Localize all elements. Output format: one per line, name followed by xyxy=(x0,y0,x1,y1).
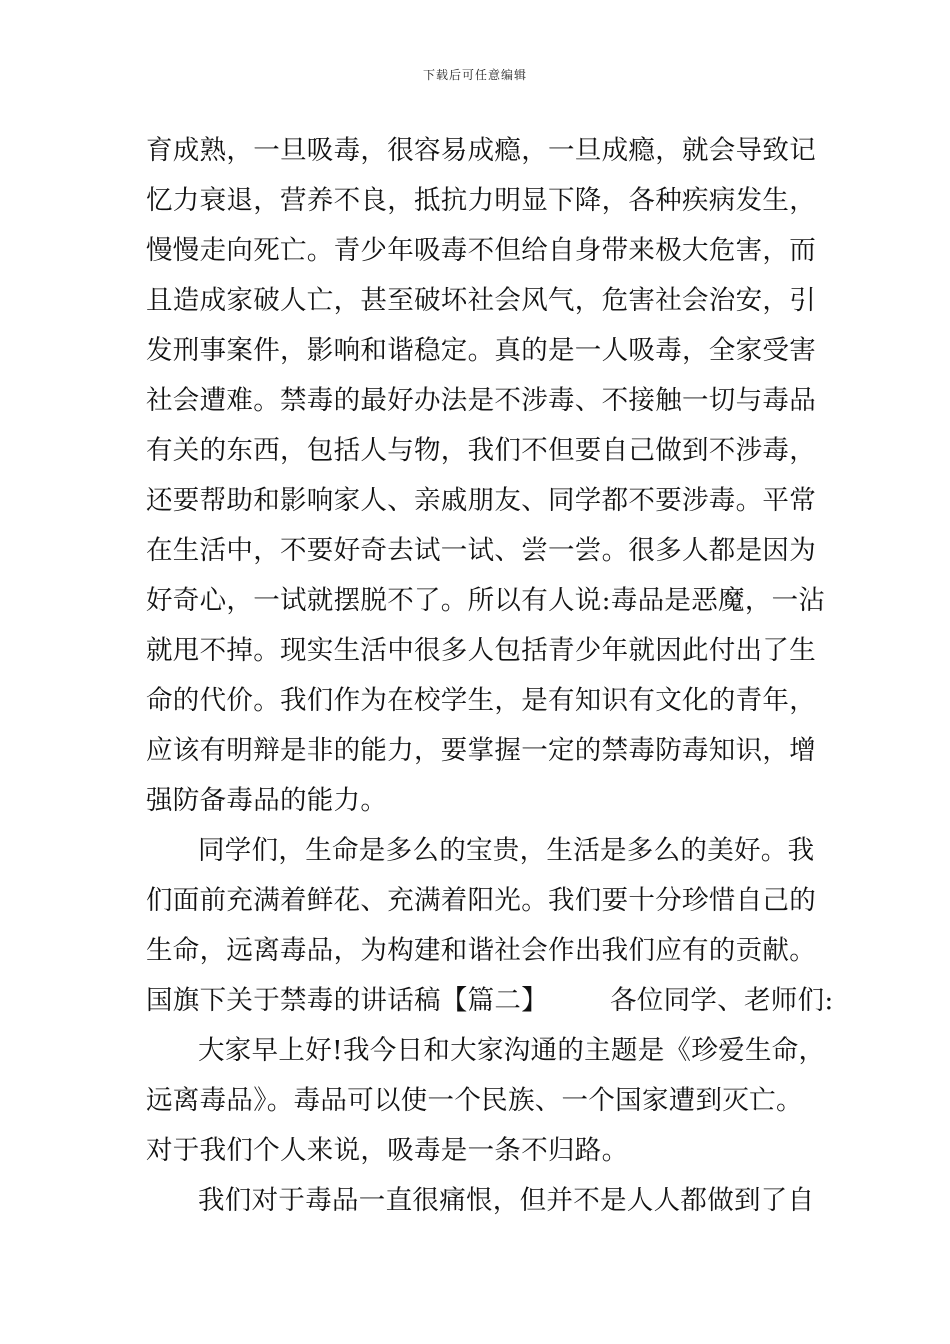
text-line: 们面前充满着鲜花、充满着阳光。我们要十分珍惜自己的 xyxy=(146,885,816,916)
page-header: 下载后可任意编辑 xyxy=(422,68,527,82)
text-line: 社会遭难。禁毒的最好办法是不涉毒、不接触一切与毒品 xyxy=(146,385,816,416)
text-line: 远离毒品》。毒品可以使一个民族、一个国家遭到灭亡。 xyxy=(146,1085,803,1116)
paragraph-start-line: 我们对于毒品一直很痛恨，但并不是人人都做到了自 xyxy=(198,1185,815,1216)
text-line: 还要帮助和影响家人、亲戚朋友、同学都不要涉毒。平常 xyxy=(146,485,816,516)
text-line: 对于我们个人来说，吸毒是一条不归路。 xyxy=(146,1135,629,1166)
paragraph-start-line: 大家早上好!我今日和大家沟通的主题是《珍爱生命， xyxy=(198,1035,826,1066)
greeting-text: 各位同学、老师们: xyxy=(610,985,834,1016)
text-line: 好奇心，一试就摆脱不了。所以有人说:毒品是恶魔，一沾 xyxy=(146,585,826,616)
text-line: 命的代价。我们作为在校学生，是有知识有文化的青年， xyxy=(146,685,816,716)
text-line: 有关的东西，包括人与物，我们不但要自己做到不涉毒， xyxy=(146,435,816,466)
text-line: 育成熟，一旦吸毒，很容易成瘾，一旦成瘾，就会导致记 xyxy=(146,135,816,166)
paragraph-start-line: 同学们，生命是多么的宝贵，生活是多么的美好。我 xyxy=(198,835,815,866)
text-line: 就甩不掉。现实生活中很多人包括青少年就因此付出了生 xyxy=(146,635,816,666)
text-line: 慢慢走向死亡。青少年吸毒不但给自身带来极大危害，而 xyxy=(146,235,816,266)
text-line: 发刑事案件，影响和谐稳定。真的是一人吸毒，全家受害 xyxy=(146,335,816,366)
text-line: 在生活中，不要好奇去试一试、尝一尝。很多人都是因为 xyxy=(146,535,816,566)
text-line: 生命，远离毒品，为构建和谐社会作出我们应有的贡献。 xyxy=(146,935,816,966)
text-line: 强防备毒品的能力。 xyxy=(146,785,388,816)
text-line: 应该有明辩是非的能力，要掌握一定的禁毒防毒知识，增 xyxy=(146,735,816,766)
text-line: 且造成家破人亡，甚至破坏社会风气，危害社会治安，引 xyxy=(146,285,816,316)
text-line: 忆力衰退，营养不良，抵抗力明显下降，各种疾病发生， xyxy=(146,185,816,216)
document-body xyxy=(146,126,834,1226)
section-title-line xyxy=(146,976,834,1026)
section-title: 国旗下关于禁毒的讲话稿【篇二】 xyxy=(146,985,548,1016)
